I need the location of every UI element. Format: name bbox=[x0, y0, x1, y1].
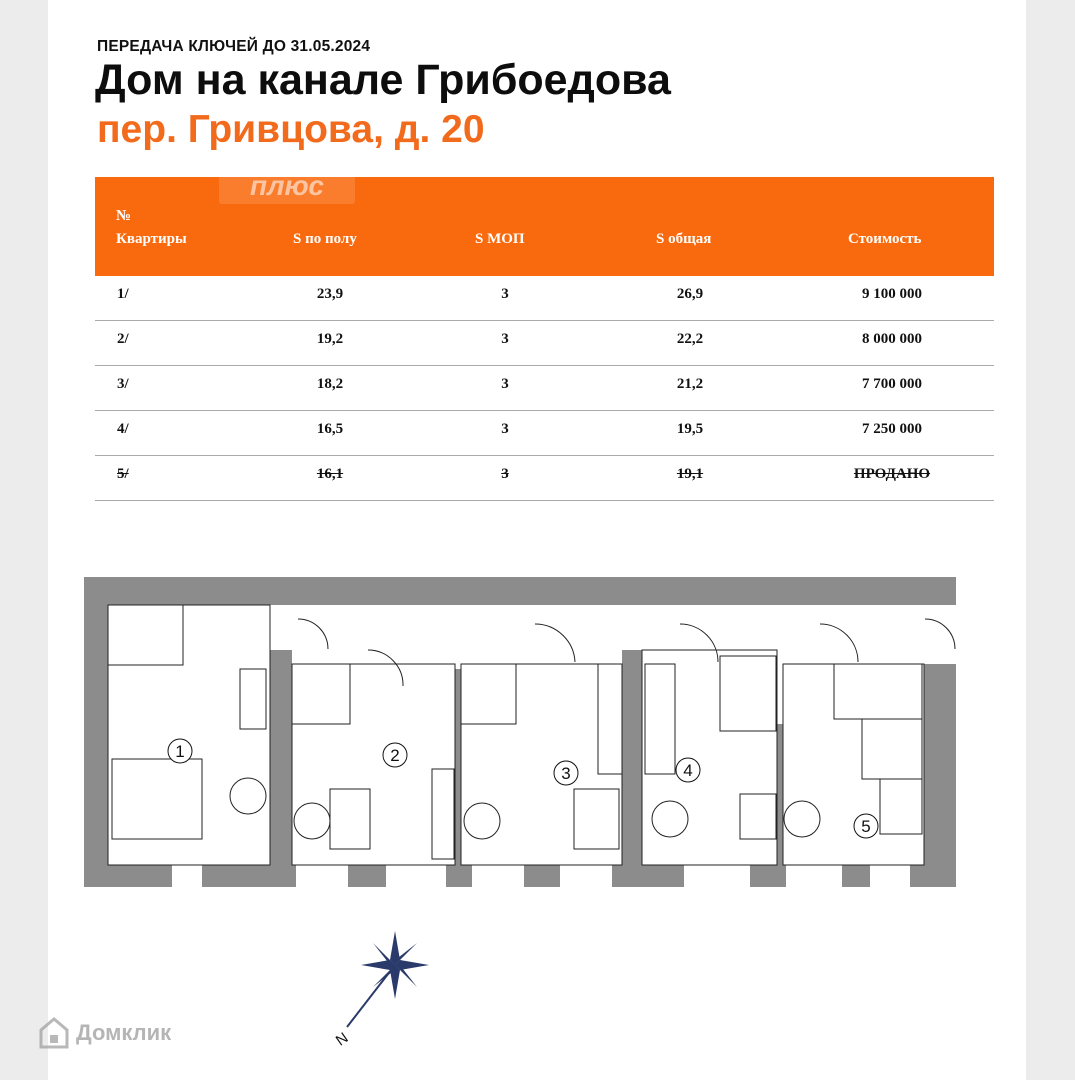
cell-num: 5/ bbox=[117, 466, 129, 482]
row-divider bbox=[95, 410, 994, 411]
domclick-watermark bbox=[38, 1016, 171, 1050]
watermark-logo: плюс bbox=[219, 168, 355, 204]
cell-price: 7 250 000 bbox=[862, 421, 922, 437]
cell-floor: 16,1 bbox=[316, 466, 344, 482]
house-icon bbox=[38, 1016, 70, 1050]
cell-total: 26,9 bbox=[676, 286, 704, 302]
apartment-5-label: 5 bbox=[861, 817, 871, 836]
compass-rose bbox=[320, 925, 450, 1055]
building-address: пер. Гривцова, д. 20 bbox=[97, 108, 485, 151]
apartment-2-label: 2 bbox=[390, 746, 400, 765]
col-header-total-area: S общая bbox=[656, 231, 712, 247]
col-header-number: № bbox=[116, 208, 132, 224]
cell-num: 4/ bbox=[117, 421, 129, 437]
row-divider bbox=[95, 365, 994, 366]
building-title: Дом на канале Грибоедова bbox=[95, 56, 671, 104]
cell-floor: 18,2 bbox=[316, 376, 344, 392]
compass-north-label: N bbox=[332, 1029, 352, 1050]
col-header-common-area: S МОП bbox=[475, 231, 525, 247]
cell-price: 8 000 000 bbox=[862, 331, 922, 347]
cell-mop: 3 bbox=[501, 376, 509, 392]
row-divider bbox=[95, 320, 994, 321]
cell-total: 19,5 bbox=[676, 421, 704, 437]
handover-date-note: ПЕРЕДАЧА КЛЮЧЕЙ ДО 31.05.2024 bbox=[97, 38, 371, 55]
cell-num: 3/ bbox=[117, 376, 129, 392]
cell-price: ПРОДАНО bbox=[853, 466, 931, 482]
cell-total: 21,2 bbox=[676, 376, 704, 392]
cell-mop: 3 bbox=[501, 331, 509, 347]
row-divider bbox=[95, 500, 994, 501]
cell-price: 9 100 000 bbox=[862, 286, 922, 302]
floor-plan bbox=[80, 574, 960, 894]
row-divider bbox=[95, 455, 994, 456]
cell-num: 1/ bbox=[117, 286, 129, 302]
cell-mop: 3 bbox=[501, 421, 509, 437]
cell-total: 22,2 bbox=[676, 331, 704, 347]
col-header-apartment: Квартиры bbox=[116, 231, 187, 247]
cell-total: 19,1 bbox=[676, 466, 704, 482]
cell-mop: 3 bbox=[501, 286, 509, 302]
col-header-floor-area: S по полу bbox=[293, 231, 357, 247]
apartment-4-label: 4 bbox=[683, 761, 693, 780]
apartment-1-label: 1 bbox=[175, 742, 185, 761]
col-header-price: Стоимость bbox=[848, 231, 922, 247]
cell-floor: 19,2 bbox=[316, 331, 344, 347]
cell-floor: 16,5 bbox=[316, 421, 344, 437]
cell-num: 2/ bbox=[117, 331, 129, 347]
brand-name: Домклик bbox=[76, 1020, 172, 1045]
cell-price: 7 700 000 bbox=[862, 376, 922, 392]
apartment-3-label: 3 bbox=[561, 764, 571, 783]
cell-floor: 23,9 bbox=[316, 286, 344, 302]
document-page bbox=[48, 0, 1026, 1080]
cell-mop: 3 bbox=[501, 466, 509, 482]
